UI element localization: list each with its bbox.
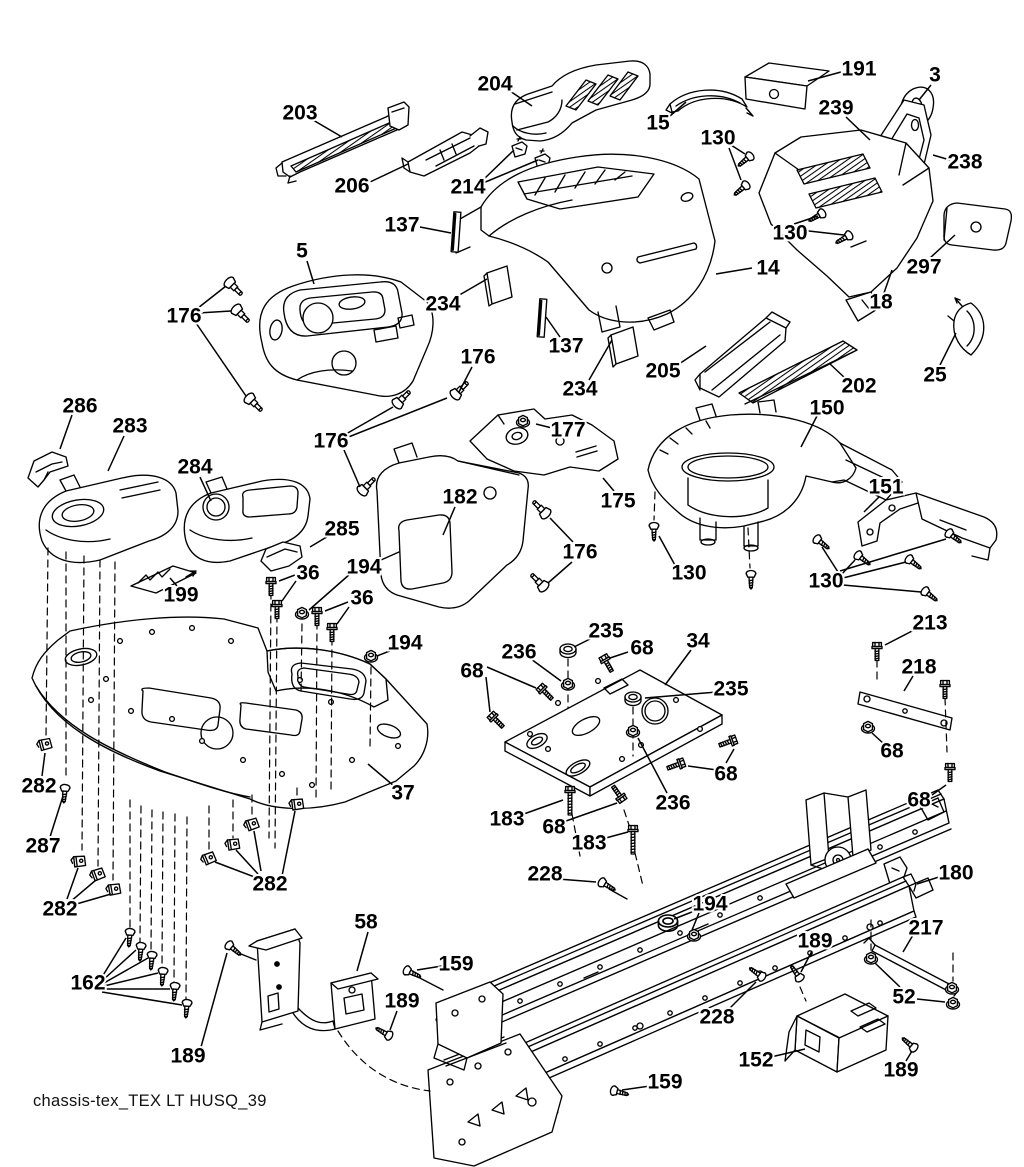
part-callout-68-43: 68 <box>630 636 654 660</box>
part-175-bracket-plate <box>470 409 618 475</box>
part-58-bracket-assembly <box>249 929 378 1031</box>
part-callout-68-61: 68 <box>907 788 931 812</box>
leader-line-68 <box>487 667 536 688</box>
nut-52-icon <box>947 997 960 1009</box>
part-callout-282-59: 282 <box>42 897 78 921</box>
bolt-213-icon <box>872 643 882 661</box>
screw-162-icon <box>146 951 157 970</box>
part-25-bracket <box>948 298 984 355</box>
part-callout-68-52: 68 <box>880 739 904 763</box>
leader-line-58 <box>357 932 368 971</box>
part-callout-36-35: 36 <box>296 561 320 585</box>
leader-line-282 <box>42 753 45 776</box>
part-callout-228-64: 228 <box>527 862 563 886</box>
leader-line-283 <box>108 436 124 471</box>
leader-line-214 <box>483 150 514 180</box>
part-callout-206-7: 206 <box>334 174 370 198</box>
nut-177-icon <box>517 415 530 427</box>
part-callout-234-20: 234 <box>562 377 598 401</box>
part-15-trim-strip <box>666 90 753 116</box>
part-180-frame <box>428 790 951 1166</box>
part-callout-204-1: 204 <box>477 72 513 96</box>
part-callout-68-47: 68 <box>460 659 484 683</box>
bolt-36-icon <box>272 601 282 619</box>
leader-line-176 <box>344 450 360 487</box>
leader-line-228 <box>558 879 596 882</box>
part-callout-214-8: 214 <box>450 175 486 199</box>
leader-line-159 <box>622 1086 650 1090</box>
part-callout-235-42: 235 <box>588 619 624 643</box>
part-callout-159-67: 159 <box>438 952 474 976</box>
part-callout-286-24: 286 <box>62 394 98 418</box>
screw-162-icon <box>157 967 168 986</box>
clip-282-icon <box>224 838 240 852</box>
part-callout-236-51: 236 <box>655 791 691 815</box>
part-callout-205-21: 205 <box>645 359 681 383</box>
nut-52-icon <box>946 982 959 994</box>
leader-line-213 <box>885 629 916 645</box>
part-callout-130-39: 130 <box>808 569 844 593</box>
leader-line-176 <box>548 562 572 583</box>
bolt-36-icon <box>266 578 276 596</box>
part-151-bracket <box>858 493 997 560</box>
leader-line-34 <box>665 650 691 685</box>
leader-line-25 <box>940 333 956 365</box>
leader-line-183 <box>521 800 563 815</box>
part-callout-189-68: 189 <box>797 929 833 953</box>
part-callout-5-12: 5 <box>296 239 308 263</box>
part-callout-180-65: 180 <box>938 861 974 885</box>
part-callout-282-60: 282 <box>252 872 288 896</box>
clip-282-icon <box>37 739 52 751</box>
part-callout-36-37: 36 <box>350 586 374 610</box>
screw-159-icon <box>609 1085 629 1099</box>
leader-line-282 <box>73 894 111 905</box>
part-callout-182-30: 182 <box>442 485 478 509</box>
leader-line-52 <box>875 963 900 987</box>
part-callout-176-28: 176 <box>313 429 349 453</box>
part-5-dash-cover <box>260 275 433 396</box>
nut-68-icon <box>862 721 875 733</box>
part-callout-285-33: 285 <box>324 517 360 541</box>
clip-282-icon <box>243 818 259 831</box>
nut-194-icon <box>365 650 378 662</box>
leader-line-52 <box>917 999 945 1002</box>
bolt-68-icon <box>666 757 686 773</box>
leader-line-176 <box>346 407 393 434</box>
leader-line-68 <box>726 749 734 763</box>
part-callout-183-55: 183 <box>571 831 607 855</box>
bolt-36-icon <box>327 624 337 642</box>
bolt-183-icon <box>565 787 575 815</box>
leader-line-282 <box>236 850 258 874</box>
part-152-bracket <box>785 994 888 1072</box>
part-callout-194-41: 194 <box>387 631 423 655</box>
leader-line-282 <box>67 868 78 899</box>
screw-176-icon <box>527 570 550 593</box>
screw-130-icon <box>919 585 939 604</box>
bolt-68-icon <box>536 683 556 703</box>
part-callout-151-31: 151 <box>868 475 904 499</box>
screw-287-icon <box>59 784 70 803</box>
part-206-bracket <box>402 128 488 176</box>
part-callout-18-15: 18 <box>869 290 893 314</box>
screw-176-icon <box>529 497 552 520</box>
clip-282-icon <box>70 854 87 868</box>
clip-282-icon <box>200 852 217 866</box>
drawing-title: chassis-tex_TEX LT HUSQ_39 <box>33 1092 267 1110</box>
screw-162-icon <box>124 928 135 947</box>
leader-line-234 <box>456 279 487 297</box>
leader-line-162 <box>103 950 136 980</box>
leader-line-130 <box>822 547 838 572</box>
leader-line-282 <box>282 811 295 876</box>
screw-130-icon <box>903 553 923 572</box>
part-callout-150-26: 150 <box>809 396 845 420</box>
part-callout-130-11: 130 <box>772 221 808 245</box>
part-callout-137-18: 137 <box>548 334 584 358</box>
part-callout-284-29: 284 <box>177 455 213 479</box>
part-callout-213-46: 213 <box>912 611 948 635</box>
part-callout-34-44: 34 <box>686 629 710 653</box>
part-callout-130-38: 130 <box>671 561 707 585</box>
leader-line-206 <box>368 164 408 183</box>
part-286-bracket <box>28 452 68 487</box>
leader-line-36 <box>282 581 296 601</box>
screw-159-icon <box>402 965 423 982</box>
leader-line-130 <box>843 562 906 578</box>
part-callout-14-13: 14 <box>756 256 780 280</box>
leader-line-282 <box>254 831 261 871</box>
screw-176-icon <box>229 302 252 325</box>
part-callout-159-74: 159 <box>647 1070 683 1094</box>
bolt-68-icon <box>609 783 627 803</box>
leader-line-176 <box>198 286 226 308</box>
leader-line-287 <box>50 796 63 837</box>
leader-line-176 <box>550 518 573 542</box>
leader-line-14 <box>716 268 752 274</box>
part-callout-189-70: 189 <box>384 989 420 1013</box>
bolt-183-icon <box>628 826 638 854</box>
part-callout-297-14: 297 <box>906 255 942 279</box>
leader-line-234 <box>589 340 612 380</box>
clip-282-icon <box>105 883 121 896</box>
leader-line-176 <box>459 367 472 392</box>
part-callout-58-63: 58 <box>354 910 378 934</box>
leader-line-36 <box>325 602 348 611</box>
part-callout-176-16: 176 <box>166 304 202 328</box>
part-callout-239-4: 239 <box>818 96 854 120</box>
leader-line-162 <box>102 938 126 977</box>
part-callout-176-34: 176 <box>562 540 598 564</box>
part-191-box <box>745 63 829 109</box>
screw-189-icon <box>899 1034 919 1053</box>
part-callout-202-22: 202 <box>841 374 877 398</box>
part-callout-177-27: 177 <box>550 418 586 442</box>
screw-162-icon <box>169 982 180 1001</box>
part-callout-203-0: 203 <box>282 101 318 125</box>
part-37-fender-deck <box>32 617 428 808</box>
screw-162-icon <box>181 999 192 1018</box>
leader-line-286 <box>60 415 72 449</box>
part-callout-283-25: 283 <box>112 414 148 438</box>
nut-52-icon <box>865 952 878 964</box>
leader-line-36 <box>337 607 349 624</box>
part-callout-235-49: 235 <box>713 677 749 701</box>
screw-130-icon <box>735 150 755 169</box>
part-297-panel <box>944 203 1012 250</box>
screw-130-icon <box>649 523 659 542</box>
part-callout-218-48: 218 <box>901 655 937 679</box>
leader-line-36 <box>279 575 295 581</box>
part-callout-25-23: 25 <box>923 363 947 387</box>
part-283-console-left <box>39 475 178 563</box>
part-callout-228-72: 228 <box>699 1005 735 1029</box>
part-callout-282-57: 282 <box>21 774 57 798</box>
part-callout-152-73: 152 <box>738 1048 774 1072</box>
bolt-68-icon <box>718 734 738 750</box>
part-204-hood-top <box>511 61 650 141</box>
part-14-hood <box>456 154 715 332</box>
part-callout-68-50: 68 <box>714 762 738 786</box>
bolt-36-icon <box>312 608 322 626</box>
nut-194-icon <box>296 607 309 619</box>
part-callout-15-5: 15 <box>646 111 670 135</box>
part-callout-52-71: 52 <box>892 985 916 1009</box>
part-callout-3-3: 3 <box>929 63 941 87</box>
bolt-213-icon <box>940 681 950 699</box>
part-callout-176-19: 176 <box>460 345 496 369</box>
part-callout-194-66: 194 <box>692 892 728 916</box>
part-callout-217-69: 217 <box>908 916 944 940</box>
screw-130-icon <box>731 179 751 198</box>
leader-line-130 <box>843 585 921 592</box>
part-callout-287-58: 287 <box>25 834 61 858</box>
part-callout-236-45: 236 <box>501 640 537 664</box>
nut-194-icon <box>688 929 701 941</box>
spacer-235-icon <box>560 644 576 658</box>
part-callout-162-62: 162 <box>70 971 106 995</box>
leader-line-176 <box>198 311 231 313</box>
leader-line-137 <box>420 227 451 233</box>
part-callout-130-6: 130 <box>700 126 736 150</box>
leader-line-68 <box>486 677 490 712</box>
leader-line-189 <box>201 953 227 1047</box>
part-callout-194-36: 194 <box>346 555 382 579</box>
part-callout-137-10: 137 <box>384 213 420 237</box>
part-callout-37-56: 37 <box>391 781 415 805</box>
leader-line-68 <box>610 652 628 658</box>
leader-line-176 <box>196 323 246 396</box>
leader-line-162 <box>104 973 158 986</box>
leader-line-68 <box>566 803 617 821</box>
part-callout-68-54: 68 <box>542 815 566 839</box>
leader-line-189 <box>390 1011 397 1030</box>
clip-282-icon <box>89 868 105 882</box>
part-callout-175-32: 175 <box>600 489 636 513</box>
part-callout-183-53: 183 <box>489 807 525 831</box>
screw-162-icon <box>135 942 146 961</box>
part-callout-191-2: 191 <box>841 57 877 81</box>
part-callout-238-9: 238 <box>947 150 983 174</box>
nut-236-icon <box>627 725 640 737</box>
nut-236-icon <box>562 678 575 690</box>
leader-line-162 <box>102 992 182 1005</box>
bolt-68-icon <box>487 711 507 731</box>
part-callout-199-40: 199 <box>163 583 199 607</box>
leader-line-68 <box>688 766 717 770</box>
screw-130-icon <box>746 571 756 590</box>
bolt-68-icon <box>945 764 955 782</box>
screw-130-icon <box>811 533 831 552</box>
part-callout-189-75: 189 <box>883 1058 919 1082</box>
part-callout-234-17: 234 <box>425 292 461 316</box>
leader-line-282 <box>215 862 257 878</box>
part-callout-189-76: 189 <box>170 1044 206 1068</box>
